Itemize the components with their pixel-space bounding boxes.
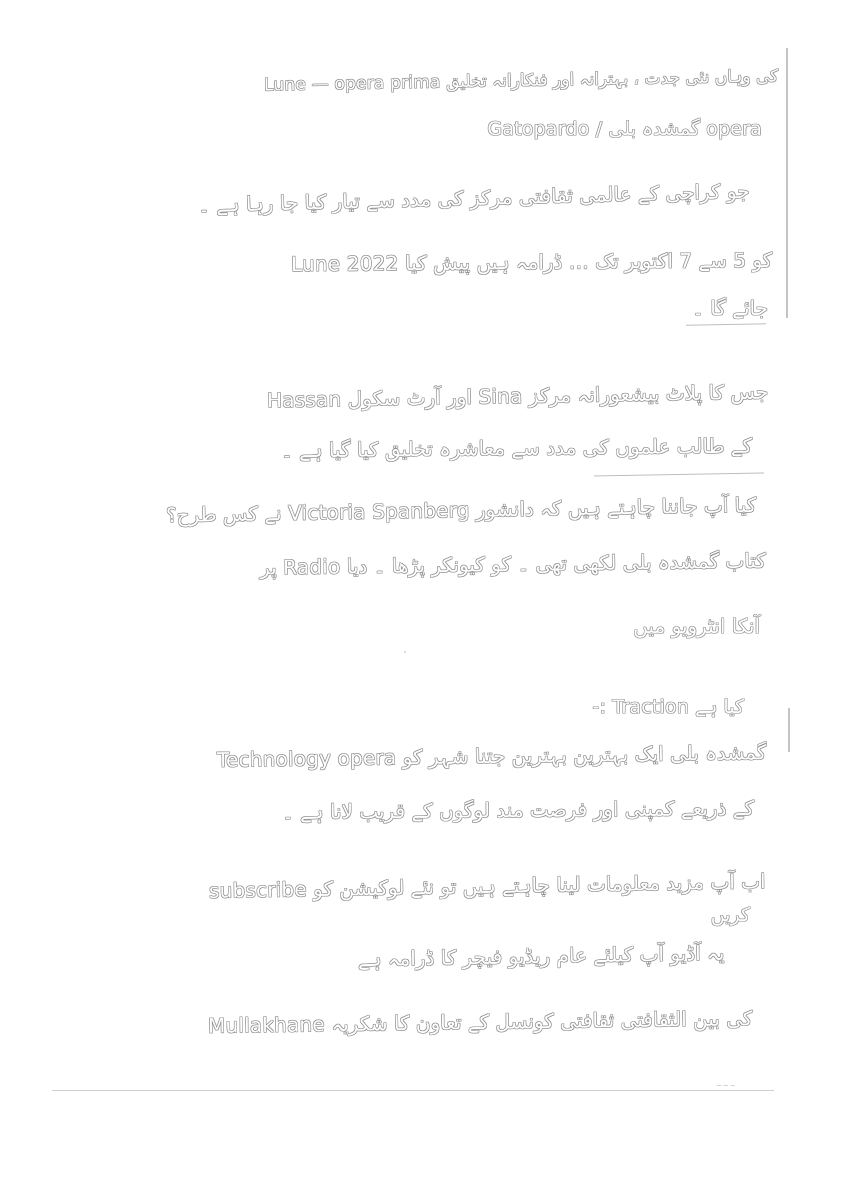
margin-line: [786, 48, 788, 318]
divider-mark: [594, 473, 764, 477]
handwritten-line-7: کے طالب علموں کی مدد سے معاشرہ تخلیق کیا گیا ہے ۔: [280, 433, 753, 463]
underline-mark: [686, 323, 766, 325]
handwritten-line-9: کتاب گمشدہ بلی لکھی تھی ۔ کو کیونکر پڑھا ۔ دیا Radio پر: [259, 548, 767, 580]
handwritten-line-13: کے ذریعے کمپنی اور فرصت مند لوگوں کے قریب لانا ہے ۔: [281, 795, 755, 825]
handwritten-line-3: جو کراچی کے عالمی ثقافتی مرکز کی مدد سے تیار کیا جا رہا ہے ۔: [198, 178, 751, 218]
handwritten-heading-traction: کیا ہے Traction :-: [592, 696, 744, 718]
handwritten-line-1: Lune — opera prima کی وہاں نئی جدت ، بہترانہ اور فنکارانہ تخلیق: [263, 66, 779, 96]
ink-speck: [404, 651, 406, 653]
handwritten-line-16: یہ آڈیو آپ کیلئے عام ریڈیو فیچر کا ڈرامہ ہے: [357, 940, 725, 972]
handwritten-line-14: اب آپ مزید معلومات لینا چاہتے ہیں تو نئے لوکیشن کو subscribe: [209, 869, 767, 903]
handwritten-line-12: گمشدہ بلی ایک بہترین بہترین جتنا شہر کو Technology opera: [216, 740, 767, 772]
handwritten-line-4: Lune 2022 کو 5 سے 7 اکتوبر تک … ڈرامہ ہیں پیش کیا: [290, 247, 773, 277]
handwritten-line-8: کیا آپ جاننا چاہتے ہیں کہ دانشور Victoria Spanberg نے کس طرح؟: [165, 492, 757, 528]
handwritten-line-15: کریں: [710, 904, 750, 926]
handwritten-line-2: Gatopardo / گمشدہ بلی opera: [487, 118, 762, 140]
footer-scribble: ~~~: [716, 1082, 737, 1090]
handwritten-line-5: جائے گا ۔: [692, 296, 768, 320]
handwritten-line-17: Mullakhane کی بین الثقافتی ثقافتی کونسل کے تعاون کا شکریہ: [207, 1006, 753, 1038]
handwritten-line-6: جس کا پلاٹ بیشعورانہ مرکز Sina اور آرٹ سکول Hassan: [266, 379, 769, 413]
handwritten-line-10: آنکا انٹرویو میں: [633, 614, 760, 638]
margin-line-lower: [788, 708, 790, 752]
bottom-rule: [52, 1090, 774, 1091]
